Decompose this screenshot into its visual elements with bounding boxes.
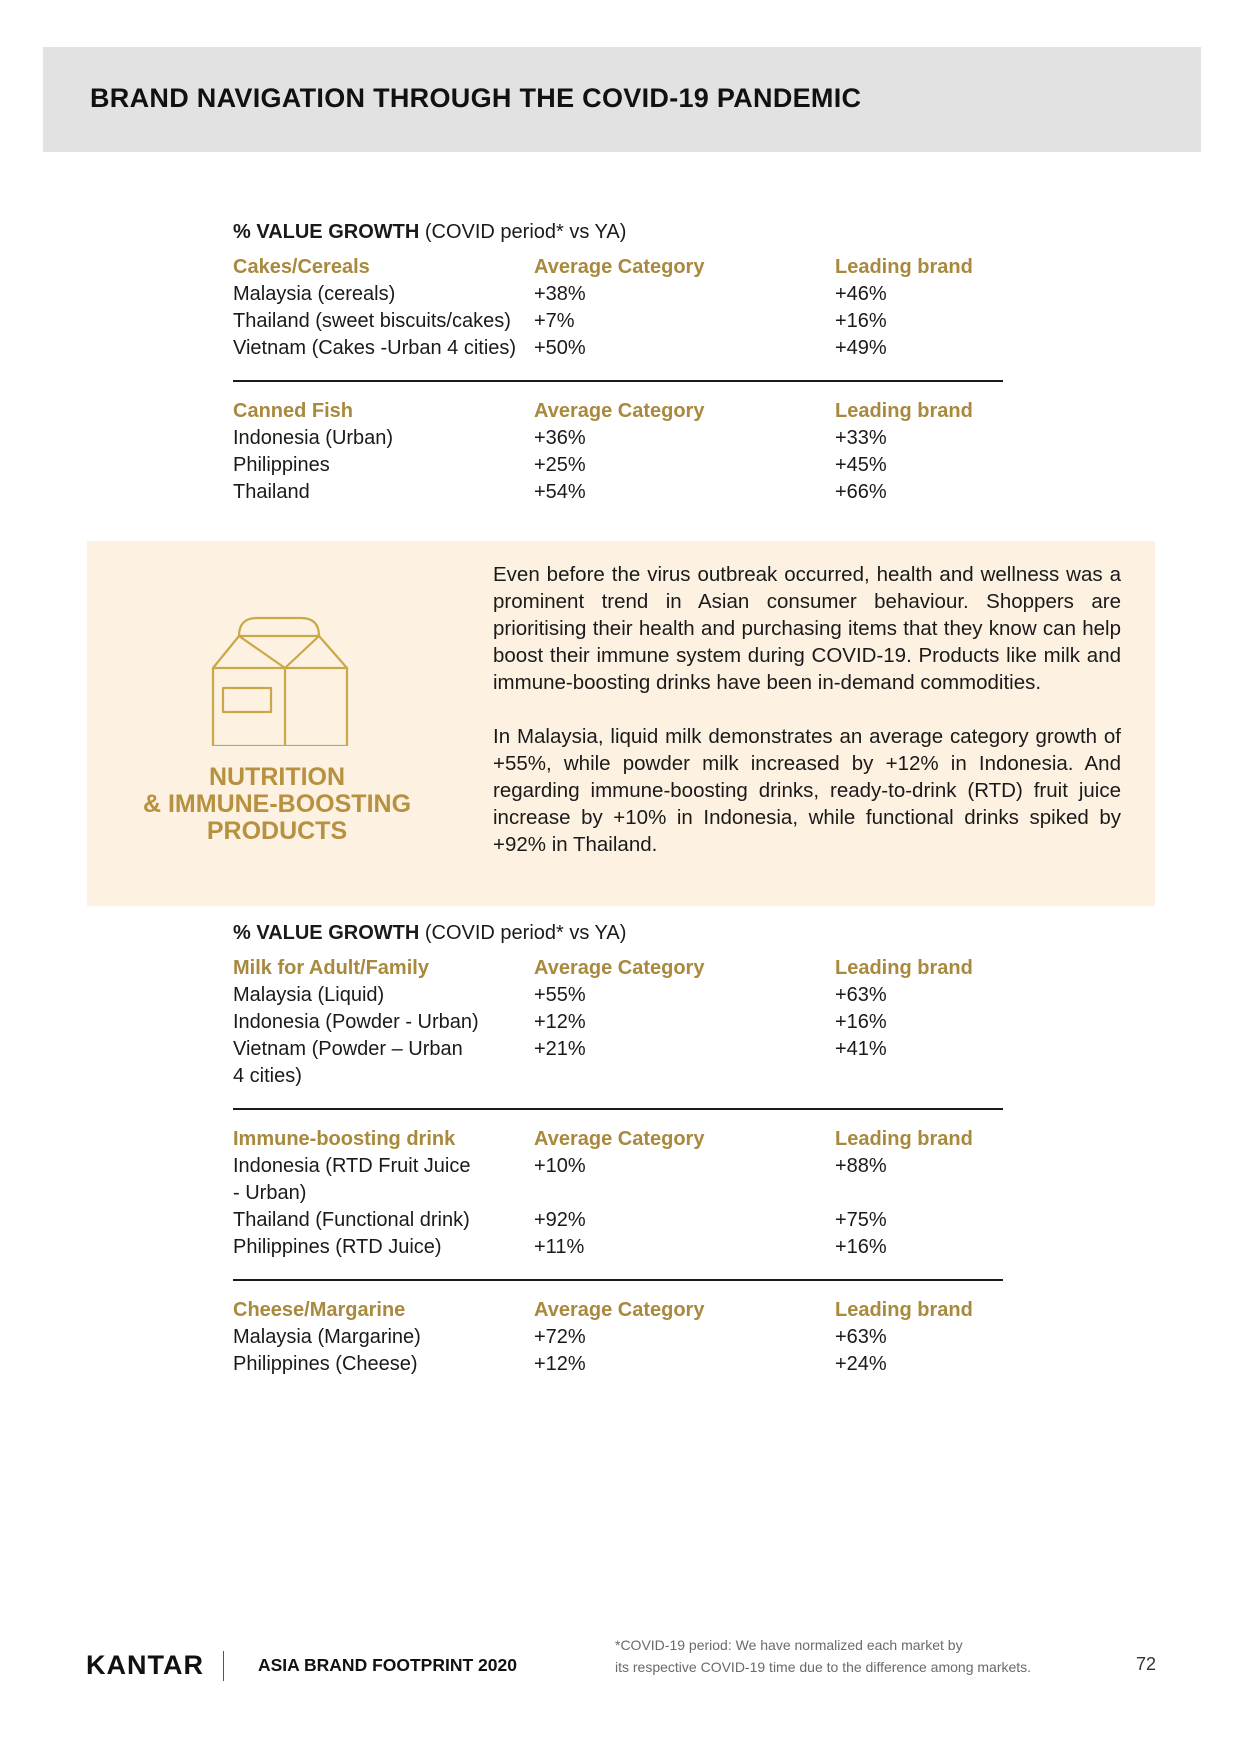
column-header-average: Average Category bbox=[534, 1128, 705, 1150]
column-header-leading: Leading brand bbox=[835, 1128, 973, 1150]
market-cell: Thailand (Functional drink) bbox=[233, 1209, 470, 1231]
leading-cell: +16% bbox=[835, 1011, 887, 1033]
group-header-row bbox=[233, 955, 1003, 982]
group-divider bbox=[233, 380, 1003, 382]
table-row bbox=[233, 1153, 1003, 1207]
market-cell: Malaysia (Liquid) bbox=[233, 984, 385, 1006]
page-number: 72 bbox=[1136, 1654, 1157, 1674]
table-row bbox=[233, 281, 1003, 308]
group-divider bbox=[233, 1279, 1003, 1281]
milk-carton-icon bbox=[209, 606, 349, 746]
table-row bbox=[233, 425, 1003, 452]
table-row bbox=[233, 479, 1003, 506]
callout-paragraph-1: Even before the virus outbreak occurred, health and wellness was a prominent trend in Asian consumer behaviour. Shoppers are prioritising their health and purchasing items that they know can help boost their immune system during COVID-19. Products like milk and immune-boosting drinks have been in-demand commodities. bbox=[493, 563, 1121, 694]
category-name: Cheese/Margarine bbox=[233, 1299, 406, 1321]
table-row bbox=[233, 308, 1003, 335]
average-cell: +11% bbox=[534, 1236, 585, 1258]
publication-title: ASIA BRAND FOOTPRINT 2020 bbox=[258, 1655, 517, 1675]
leading-cell: +49% bbox=[835, 337, 887, 359]
table-row bbox=[233, 452, 1003, 479]
market-cell: Thailand (sweet biscuits/cakes) bbox=[233, 310, 511, 332]
category-name: Milk for Adult/Family bbox=[233, 957, 429, 979]
leading-cell: +41% bbox=[835, 1038, 887, 1060]
table-row bbox=[233, 335, 1003, 362]
average-cell: +50% bbox=[534, 337, 586, 359]
leading-cell: +75% bbox=[835, 1209, 887, 1231]
leading-cell: +88% bbox=[835, 1155, 887, 1177]
average-cell: +38% bbox=[534, 283, 586, 305]
average-cell: +7% bbox=[534, 310, 575, 332]
section-heading-bold: % VALUE GROWTH bbox=[233, 922, 420, 944]
average-cell: +36% bbox=[534, 427, 586, 449]
average-cell: +25% bbox=[534, 454, 586, 476]
category-name: Canned Fish bbox=[233, 400, 354, 422]
market-cell: Philippines bbox=[233, 454, 330, 476]
leading-cell: +46% bbox=[835, 283, 887, 305]
callout-paragraph-2: In Malaysia, liquid milk demonstrates an average category growth of +55%, while powder milk increased by +12% in Indonesia. And regarding immune-boosting drinks, ready-to-drink (RTD) fruit juice increase by +10% in Indonesia, while functional drinks spiked by +92% in Thailand. bbox=[493, 725, 1121, 856]
category-group bbox=[233, 254, 1003, 362]
table-row bbox=[233, 982, 1003, 1009]
group-header-row bbox=[233, 1297, 1003, 1324]
callout-title: NUTRITION & IMMUNE-BOOSTING PRODUCTS bbox=[142, 763, 412, 845]
leading-cell: +24% bbox=[835, 1353, 887, 1375]
market-cell: Malaysia (Margarine) bbox=[233, 1326, 421, 1348]
bottom-groups bbox=[233, 955, 1003, 1378]
column-header-leading: Leading brand bbox=[835, 1299, 973, 1321]
section-heading-rest: (COVID period* vs YA) bbox=[419, 922, 627, 944]
market-cell: Indonesia (Urban) bbox=[233, 427, 394, 449]
column-header-average: Average Category bbox=[534, 957, 705, 979]
table-row bbox=[233, 1009, 1003, 1036]
average-cell: +54% bbox=[534, 481, 586, 503]
average-cell: +92% bbox=[534, 1209, 586, 1231]
average-cell: +72% bbox=[534, 1326, 586, 1348]
leading-cell: +63% bbox=[835, 1326, 887, 1348]
category-group bbox=[233, 1297, 1003, 1378]
kantar-logo: KANTAR bbox=[86, 1650, 204, 1680]
column-header-average: Average Category bbox=[534, 400, 705, 422]
table-row bbox=[233, 1234, 1003, 1261]
average-cell: +10% bbox=[534, 1155, 586, 1177]
market-cell: Indonesia (Powder - Urban) bbox=[233, 1011, 479, 1033]
footer-divider bbox=[223, 1651, 224, 1681]
column-header-average: Average Category bbox=[534, 256, 705, 278]
footnote: *COVID-19 period: We have normalized each market by its respective COVID-19 time due to the difference among markets. bbox=[615, 1637, 1032, 1675]
top-growth-table bbox=[233, 219, 1003, 506]
market-cell: Vietnam (Powder – Urban 4 cities) bbox=[233, 1038, 463, 1087]
leading-cell: +33% bbox=[835, 427, 887, 449]
leading-cell: +63% bbox=[835, 984, 887, 1006]
market-cell: Thailand bbox=[233, 481, 310, 503]
group-divider bbox=[233, 1108, 1003, 1110]
market-cell: Philippines (RTD Juice) bbox=[233, 1236, 442, 1258]
leading-cell: +66% bbox=[835, 481, 887, 503]
market-cell: Indonesia (RTD Fruit Juice - Urban) bbox=[233, 1155, 471, 1204]
table-row bbox=[233, 1351, 1003, 1378]
column-header-leading: Leading brand bbox=[835, 256, 973, 278]
top-groups bbox=[233, 254, 1003, 506]
column-header-average: Average Category bbox=[534, 1299, 705, 1321]
section-heading bbox=[233, 920, 1003, 947]
header-band bbox=[43, 47, 1201, 152]
leading-cell: +45% bbox=[835, 454, 887, 476]
nutrition-callout bbox=[87, 541, 1155, 906]
table-row bbox=[233, 1324, 1003, 1351]
market-cell: Philippines (Cheese) bbox=[233, 1353, 418, 1375]
average-cell: +12% bbox=[534, 1353, 586, 1375]
column-header-leading: Leading brand bbox=[835, 400, 973, 422]
column-header-leading: Leading brand bbox=[835, 957, 973, 979]
bottom-growth-table bbox=[233, 920, 1003, 1378]
leading-cell: +16% bbox=[835, 310, 887, 332]
group-header-row bbox=[233, 254, 1003, 281]
page-title: BRAND NAVIGATION THROUGH THE COVID-19 PANDEMIC bbox=[90, 83, 862, 113]
section-heading-bold: % VALUE GROWTH bbox=[233, 221, 420, 243]
leading-cell: +16% bbox=[835, 1236, 887, 1258]
market-cell: Vietnam (Cakes -Urban 4 cities) bbox=[233, 337, 517, 359]
average-cell: +21% bbox=[534, 1038, 586, 1060]
category-group bbox=[233, 1126, 1003, 1261]
category-name: Cakes/Cereals bbox=[233, 256, 370, 278]
callout-text bbox=[493, 561, 1121, 858]
section-heading-rest: (COVID period* vs YA) bbox=[419, 221, 627, 243]
category-name: Immune-boosting drink bbox=[233, 1128, 456, 1150]
section-heading bbox=[233, 219, 1003, 246]
category-group bbox=[233, 955, 1003, 1090]
market-cell: Malaysia (cereals) bbox=[233, 283, 396, 305]
table-row bbox=[233, 1207, 1003, 1234]
table-row bbox=[233, 1036, 1003, 1090]
average-cell: +12% bbox=[534, 1011, 586, 1033]
category-group bbox=[233, 398, 1003, 506]
group-header-row bbox=[233, 398, 1003, 425]
average-cell: +55% bbox=[534, 984, 586, 1006]
group-header-row bbox=[233, 1126, 1003, 1153]
